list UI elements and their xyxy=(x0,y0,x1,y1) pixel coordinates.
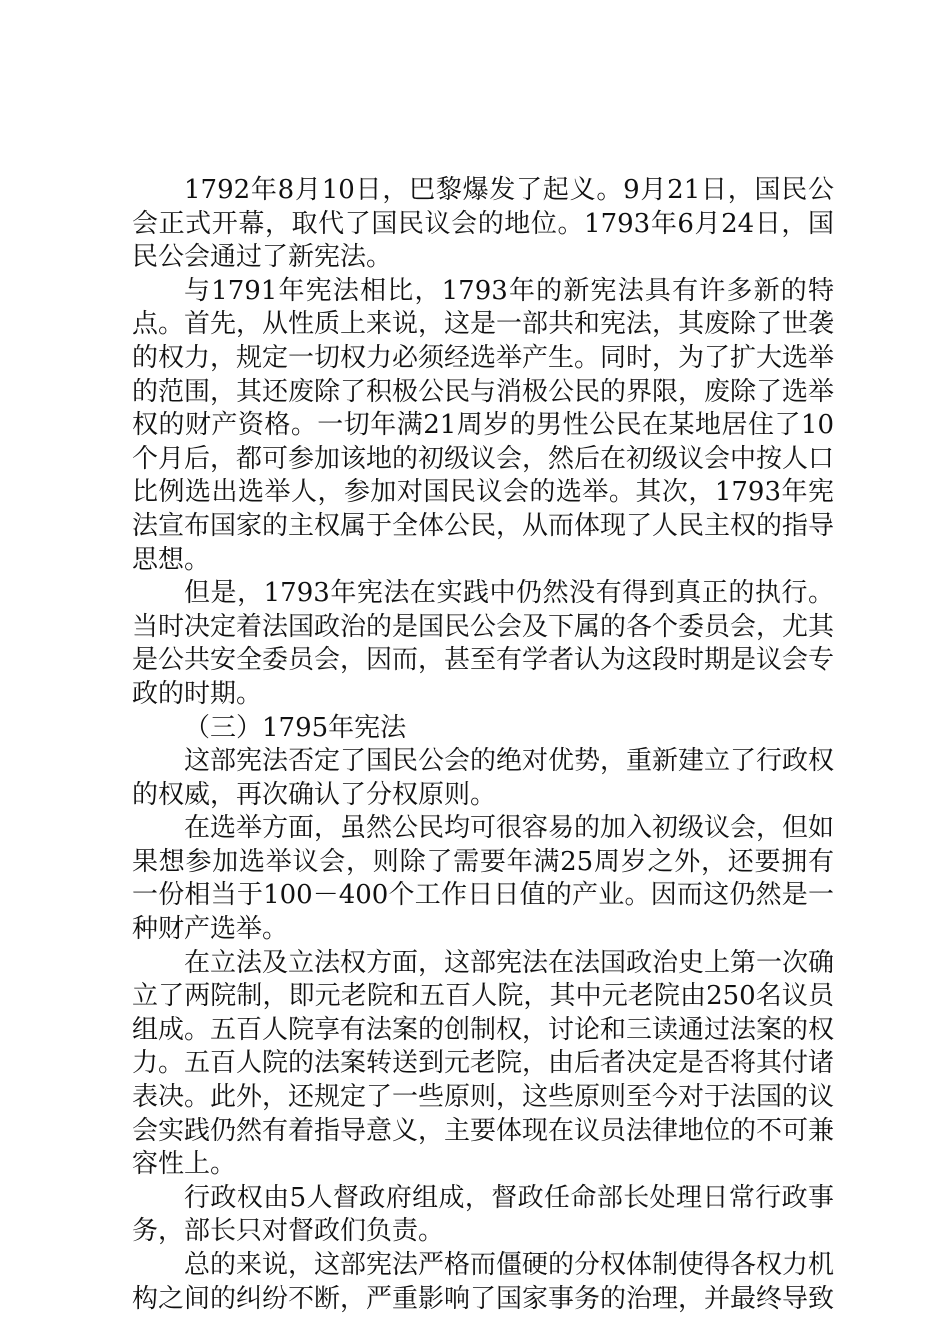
paragraph-1792-uprising: 1792年8月10日，巴黎爆发了起义。9月21日，国民公会正式开幕，取代了国民议会的地位。1793年6月24日，国民公会通过了新宪法。 xyxy=(132,175,834,273)
paragraph-1795-overview: 这部宪法否定了国民公会的绝对优势，重新建立了行政权的权威，再次确认了分权原则。 xyxy=(132,746,835,810)
section-heading-1795-constitution: （三）1795年宪法 xyxy=(184,712,407,743)
paragraph-1795-elections: 在选举方面，虽然公民均可很容易的加入初级议会，但如果想参加选举议会，则除了需要年满25周岁之外，还要拥有一份相当于100－400个工作日日值的产业。因而这仍然是一种财产选举。 xyxy=(132,813,835,945)
paragraph-1793-not-implemented: 但是，1793年宪法在实践中仍然没有得到真正的执行。当时决定着法国政治的是国民公会及下属的各个委员会，尤其是公共安全委员会，因而，甚至有学者认为这段时期是议会专政的时期。 xyxy=(132,578,835,709)
paragraph-1795-legislature: 在立法及立法权方面，这部宪法在法国政治史上第一次确立了两院制，即元老院和五百人院，其中元老院由250名议员组成。五百人院享有法案的创制权，讨论和三读通过法案的权力。五百人院的法案转送到元老院，由后者决定是否将其付诸表决。此外，还规定了一些原则，这些原则至今对于法国的议会实践仍然有着指导意义，主要体现在议员法律地位的不可兼容性上。 xyxy=(132,947,835,1180)
paragraph-1795-summary: 总的来说，这部宪法严格而僵硬的分权体制使得各权力机构之间的纠纷不断，严重影响了国家事务的治理，并最终导致 xyxy=(132,1250,835,1314)
paragraph-1795-executive: 行政权由5人督政府组成，督政任命部长处理日常行政事务，部长只对督政们负责。 xyxy=(132,1182,834,1247)
document-body xyxy=(132,174,834,1316)
paragraph-1793-constitution-features: 与1791年宪法相比，1793年的新宪法具有许多新的特点。首先，从性质上来说，这是一部共和宪法，其废除了世袭的权力，规定一切权力必须经选举产生。同时，为了扩大选举的范围，其还废除了积极公民与消极公民的界限，废除了选举权的财产资格。一切年满21周岁的男性公民在某地居住了10个月后，都可参加该地的初级议会，然后在初级议会中按人口比例选出选举人，参加对国民议会的选举。其次，1793年宪法宣布国家的主权属于全体公民，从而体现了人民主权的指导思想。 xyxy=(132,275,835,575)
